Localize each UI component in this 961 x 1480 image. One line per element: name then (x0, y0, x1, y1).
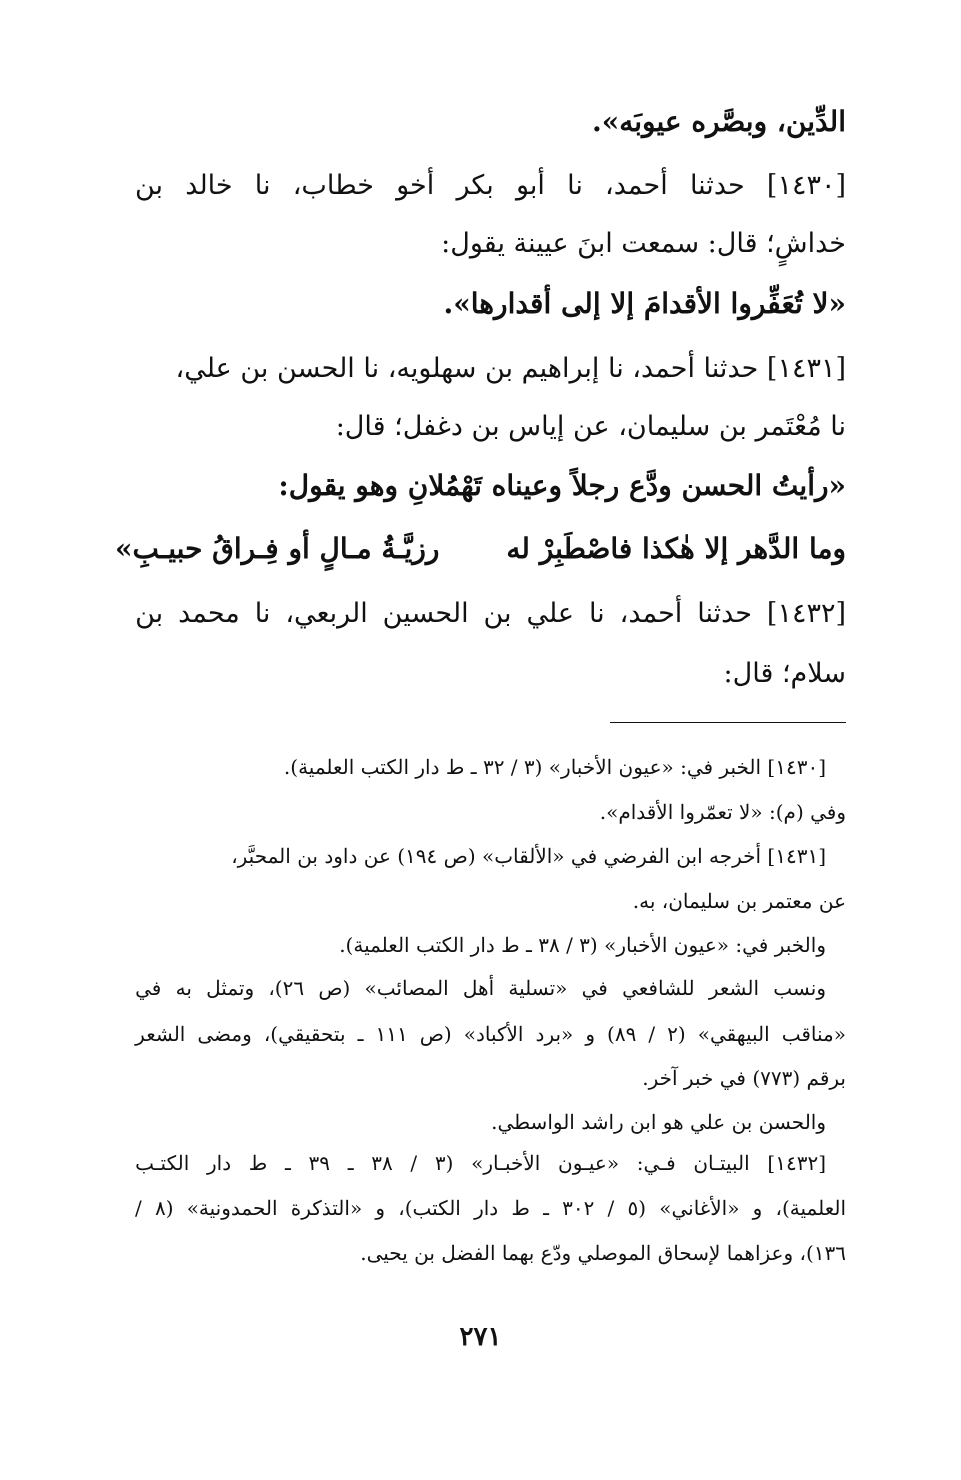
word: ٢٦)، (268, 976, 305, 1000)
footnote-1432-line-2 (135, 1198, 846, 1218)
word: ٣٩ (308, 1151, 331, 1175)
word: بن (483, 598, 512, 629)
footnote-1431-line-7: والحسن بن علي هو ابن راشد الواسطي. (491, 1110, 826, 1134)
word: ونسب (773, 976, 826, 1000)
paragraph-1430-line-2: خداشٍ؛ قال: سمعت ابنَ عيينة يقول: (441, 228, 846, 259)
word: بتحقيقي)، (263, 1022, 346, 1046)
word: [١٤٣٢] (766, 598, 846, 629)
word: أحمد، (605, 170, 668, 201)
word: (٢ (667, 1022, 686, 1046)
footnote-1431-line-6: برقم (٧٧٣) في خبر آخر. (642, 1066, 846, 1090)
word: [١٤٣٢] (767, 1151, 826, 1175)
word: «تسلية (508, 976, 568, 1000)
word: ـ (284, 1151, 291, 1175)
word: (ص (419, 1022, 452, 1046)
footnote-separator (610, 722, 846, 723)
word: بن (135, 170, 164, 201)
word: ٨٩) (607, 1022, 637, 1046)
word: (٣ (434, 1151, 454, 1175)
word: الربعي، (285, 598, 368, 629)
word: الأكباد» (463, 1022, 524, 1046)
word: أحمد، (619, 598, 683, 629)
word: «عيـون (558, 1151, 620, 1175)
word: دار (474, 1196, 499, 1220)
word: الشعر (708, 976, 760, 1000)
word: ٣٠٢ (562, 1196, 595, 1220)
word: / (607, 1196, 615, 1220)
word: «التذكرة (290, 1196, 363, 1220)
word: البيهقي» (697, 1022, 770, 1046)
footnote-1432-line-3: ١٣٦)، وعزاهما لإسحاق الموصلي ودّع بهما الفضل بن يحيى. (360, 1241, 846, 1265)
word: ٣٨ (371, 1151, 393, 1175)
quote-1430: «لا تُعَفِّروا الأقدامَ إلا إلى أقدارها». (443, 287, 846, 320)
verse-hemistich-left: رزيَّـةُ مـالٍ أو فِـراقُ حبيـبِ» (115, 532, 440, 565)
footnote-1431-line-5 (135, 1024, 846, 1044)
word: و (585, 1022, 595, 1046)
word: «مناقب (781, 1022, 846, 1046)
word: «برد (535, 1022, 574, 1046)
word: البيتـان (693, 1151, 750, 1175)
footnote-1430-line-2: وفي (م): «لا تعمّروا الأقدام». (599, 800, 846, 824)
quote-1431: «رأيتُ الحسن ودَّع رجلاً وعيناه تَهْمُلانِ وهو يقول: (278, 469, 846, 502)
word: (ص (318, 976, 351, 1000)
word: ـ (347, 1151, 354, 1175)
paragraph-1430-line-1 (135, 172, 846, 199)
word: (٥ (627, 1196, 647, 1220)
word: نا (588, 598, 605, 629)
footnote-1432-line-1 (135, 1153, 826, 1173)
word: ط (248, 1151, 268, 1175)
footnote-1431-line-3: والخبر في: «عيون الأخبار» (٣ / ٣٨ ـ ط دار الكتب العلمية). (339, 933, 826, 957)
word: نا (567, 170, 583, 201)
word: دار (206, 1151, 232, 1175)
verse-hemistich-right: وما الدَّهر إلا هٰكذا فاصْطَبِرْ له (506, 532, 846, 565)
word: الكتب)، (398, 1196, 461, 1220)
word: و (752, 1196, 763, 1220)
paragraph-1432-line-1 (135, 600, 846, 627)
word: الأخبـار» (471, 1151, 541, 1175)
word: حدثنا (697, 598, 752, 629)
footnote-1430-line-1: [١٤٣٠] الخبر في: «عيون الأخبار» (٣ / ٣٢ ـ ط دار الكتب العلمية). (283, 755, 826, 779)
word: خطاب، (292, 170, 374, 201)
word: محمد (178, 598, 240, 629)
word: أهل (462, 976, 495, 1000)
poetry-verse (115, 532, 846, 565)
word: أبو (515, 170, 545, 201)
word: فـي: (636, 1151, 676, 1175)
page-number: ٢٧١ (459, 1322, 502, 1352)
paragraph-1432-line-2: سلام؛ قال: (723, 658, 846, 689)
word: / (410, 1151, 418, 1175)
paragraph-1431-line-2: نا مُعْتَمر بن سليمان، عن إياس بن دغفل؛ قال: (335, 411, 846, 442)
word: / (648, 1022, 656, 1046)
word: الكتـب (135, 1151, 190, 1175)
word: للشافعي (622, 976, 695, 1000)
footnote-1431-line-4 (135, 978, 826, 998)
word: ـ (543, 1196, 549, 1220)
word: الحسين (382, 598, 469, 629)
word: المصائب» (364, 976, 449, 1000)
word: الحمدونية» (186, 1196, 278, 1220)
word: العلمية)، (775, 1196, 846, 1220)
word: أخو (396, 170, 435, 201)
word: بكر (456, 170, 494, 201)
word: الشعر (135, 1022, 186, 1046)
word: «الأغاني» (659, 1196, 740, 1220)
footnote-1431-line-1: [١٤٣١] أخرجه ابن الفرضي في «الألقاب» (ص ١٩٤) عن داود بن المحبَّر، (231, 844, 826, 868)
word: / (135, 1196, 142, 1220)
word: علي (526, 598, 575, 629)
text-line-1: الدِّين، وبصَّره عيوبَه». (591, 105, 846, 138)
word: ط (511, 1196, 530, 1220)
paragraph-1431-line-1: [١٤٣١] حدثنا أحمد، نا إبراهيم بن سهلويه، نا الحسن بن علي، (175, 353, 846, 384)
word: به (175, 976, 192, 1000)
word: نا (254, 170, 271, 201)
word: ـ (357, 1022, 364, 1046)
word: ١١١ (375, 1022, 408, 1046)
word: في (135, 976, 162, 1000)
word: وتمثل (206, 976, 255, 1000)
word: (٨ (154, 1196, 174, 1220)
word: و (375, 1196, 386, 1220)
word: نا (254, 598, 271, 629)
footnote-1431-line-2: عن معتمر بن سليمان، به. (632, 889, 846, 913)
word: ومضى (197, 1022, 252, 1046)
word: خالد (185, 170, 233, 201)
word: حدثنا (689, 170, 745, 201)
word: [١٤٣٠] (766, 170, 846, 201)
word: في (581, 976, 608, 1000)
word: بن (135, 598, 164, 629)
